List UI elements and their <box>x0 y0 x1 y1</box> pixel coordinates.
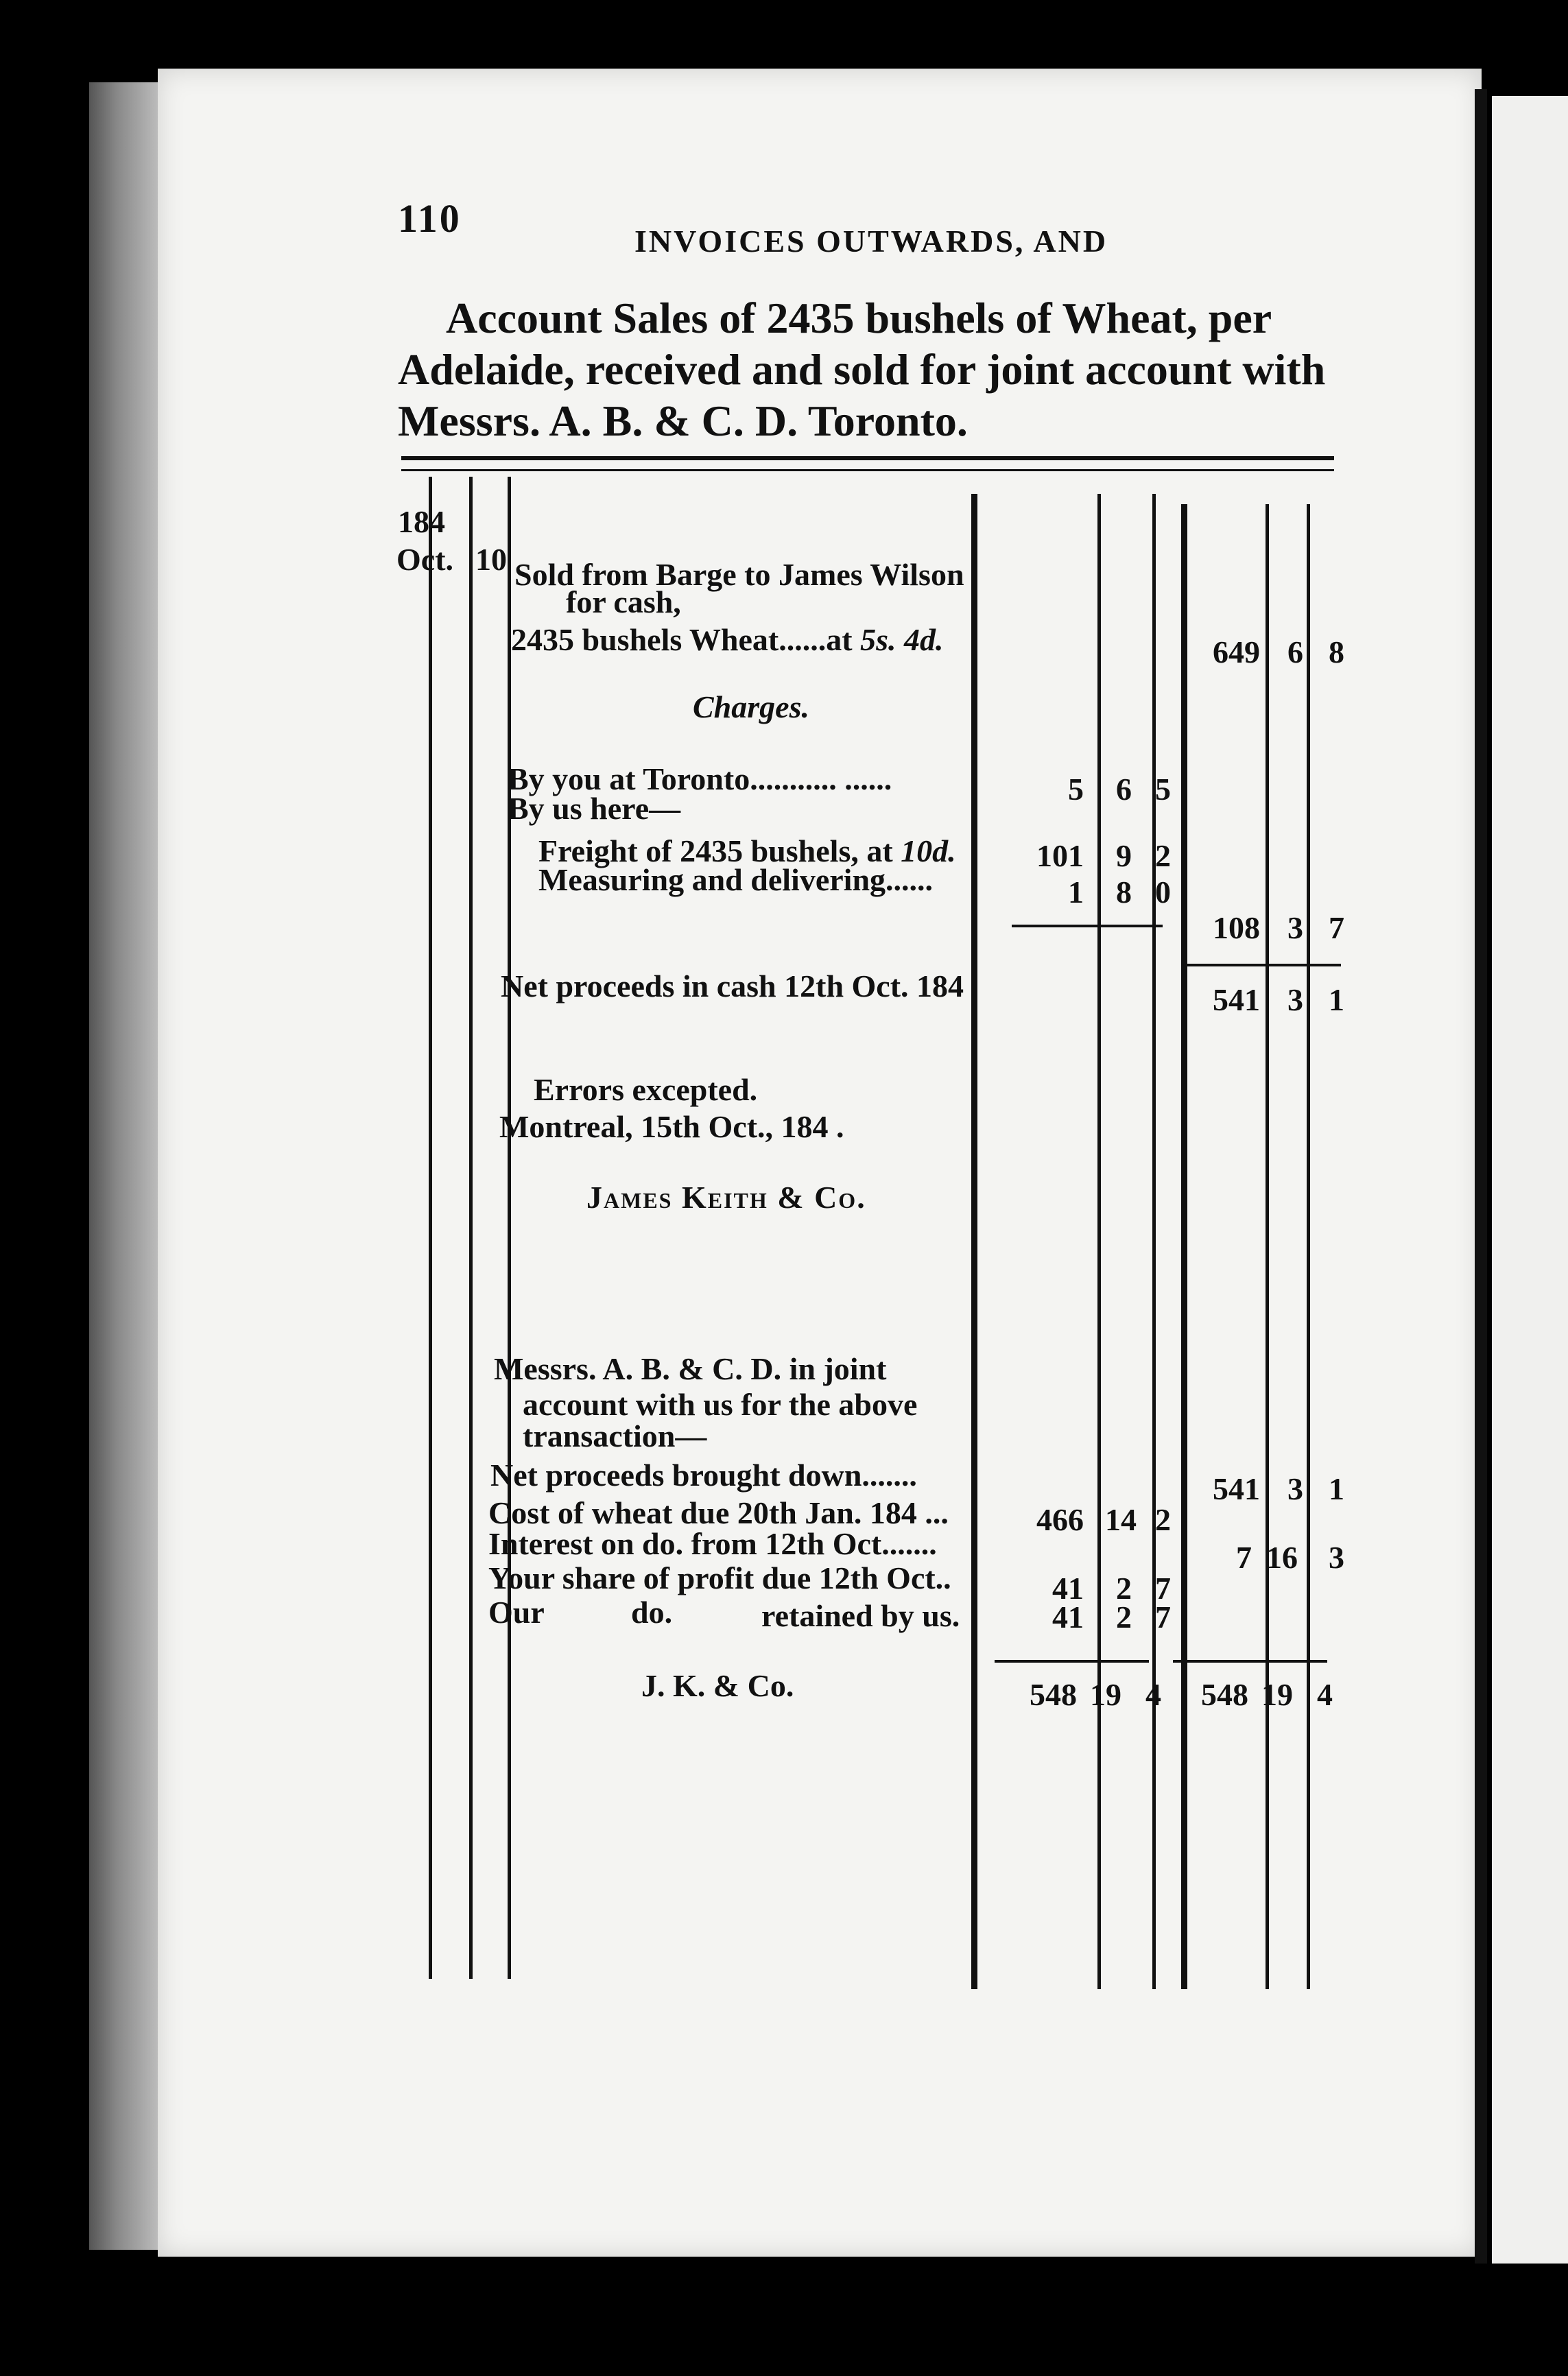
charges-shillings: 3 <box>1287 910 1303 945</box>
interest-shillings: 16 <box>1266 1540 1298 1575</box>
facing-page <box>1492 96 1568 2264</box>
net-rule <box>1187 964 1341 966</box>
toronto-shillings: 6 <box>1116 772 1132 807</box>
col-rule-inner-shillings <box>1097 494 1101 1989</box>
our-pounds: 41 <box>1052 1600 1084 1635</box>
interest-pounds: 7 <box>1236 1540 1252 1575</box>
charges-subtotal-rule <box>1012 925 1163 927</box>
total-right-pounds: 548 <box>1201 1677 1248 1712</box>
charges-here-label: By us here— <box>508 791 681 826</box>
net-pounds: 541 <box>1213 982 1260 1017</box>
total-left-pence: 4 <box>1145 1677 1161 1712</box>
col-rule-inner-pounds <box>971 494 977 1989</box>
running-title: INVOICES OUTWARDS, AND <box>634 224 1108 259</box>
page-number: 110 <box>398 196 462 241</box>
account-share-label: Your share of profit due 12th Oct.. <box>488 1560 951 1595</box>
total-left-pounds: 548 <box>1030 1677 1077 1712</box>
account-our-retained: retained by us. <box>761 1598 960 1633</box>
col-rule-outer-pence <box>1307 504 1310 1989</box>
account-net-label: Net proceeds brought down....... <box>490 1458 917 1493</box>
sale-shillings: 6 <box>1287 634 1303 669</box>
date-day: 10 <box>475 542 507 577</box>
sale-pence: 8 <box>1329 634 1344 669</box>
our-pence: 7 <box>1155 1600 1171 1635</box>
place-date: Montreal, 15th Oct., 184 . <box>499 1109 844 1144</box>
account-line-2: account with us for the above <box>523 1387 918 1422</box>
sale-pounds: 649 <box>1213 634 1260 669</box>
sale-line-2: for cash, <box>566 584 681 619</box>
cost-pounds: 466 <box>1036 1502 1084 1537</box>
share-pounds: 41 <box>1052 1571 1084 1606</box>
firm-signature: James Keith & Co. <box>586 1180 866 1215</box>
account-line-3: transaction— <box>523 1418 707 1453</box>
charges-measuring-label: Measuring and delivering...... <box>538 862 934 897</box>
col-rule-outer-pounds <box>1181 504 1187 1989</box>
cost-pence: 2 <box>1155 1502 1171 1537</box>
net-pence: 1 <box>1329 982 1344 1017</box>
total-left-shillings: 19 <box>1090 1677 1121 1712</box>
title-line-2: Adelaide, received and sold for joint account with <box>398 345 1326 394</box>
account-signature: J. K. & Co. <box>641 1668 794 1703</box>
col-rule-date <box>429 477 432 1979</box>
col-rule-outer-shillings <box>1266 504 1269 1989</box>
toronto-pounds: 5 <box>1068 772 1084 807</box>
interest-pence: 3 <box>1329 1540 1344 1575</box>
gutter <box>1475 89 1487 2264</box>
account-net-pence: 1 <box>1329 1471 1344 1506</box>
account-our-label: Our <box>488 1595 545 1630</box>
account-net-shillings: 3 <box>1287 1471 1303 1506</box>
account-cost-label: Cost of wheat due 20th Jan. 184 ... <box>488 1495 949 1530</box>
our-shillings: 2 <box>1116 1600 1132 1635</box>
col-rule-day <box>469 477 473 1979</box>
date-month: Oct. <box>396 542 454 577</box>
share-pence: 7 <box>1155 1571 1171 1606</box>
charges-pounds: 108 <box>1213 910 1260 945</box>
share-shillings: 2 <box>1116 1571 1132 1606</box>
total-right-shillings: 19 <box>1261 1677 1293 1712</box>
freight-pounds: 101 <box>1036 838 1084 873</box>
sale-line-1: Sold from Barge to James Wilson <box>514 557 964 592</box>
toronto-pence: 5 <box>1155 772 1171 807</box>
total-right-pence: 4 <box>1317 1677 1333 1712</box>
net-label: Net proceeds in cash 12th Oct. 184 <box>501 969 964 1003</box>
top-rule-thick <box>401 456 1334 460</box>
charges-heading: Charges. <box>693 689 809 724</box>
charges-pence: 7 <box>1329 910 1344 945</box>
sale-line-3: 2435 bushels Wheat......at 5s. 4d. <box>511 622 944 657</box>
measuring-pounds: 1 <box>1068 875 1084 910</box>
final-rule-left <box>995 1660 1149 1663</box>
final-rule-right <box>1173 1660 1327 1663</box>
account-net-pounds: 541 <box>1213 1471 1260 1506</box>
measuring-pence: 0 <box>1155 875 1171 910</box>
errors-excepted: Errors excepted. <box>534 1072 758 1107</box>
freight-pence: 2 <box>1155 838 1171 873</box>
account-our-do: do. <box>631 1595 673 1630</box>
col-rule-desc <box>508 477 511 1979</box>
date-year: 184 <box>398 504 445 539</box>
col-rule-inner-pence <box>1152 494 1156 1989</box>
cost-shillings: 14 <box>1105 1502 1137 1537</box>
title-line-3: Messrs. A. B. & C. D. Toronto. <box>398 396 968 445</box>
charges-toronto-label: By you at Toronto........... ...... <box>508 761 892 796</box>
book-edge <box>89 82 158 2250</box>
charges-freight-label: Freight of 2435 bushels, at 10d. <box>538 833 956 868</box>
net-shillings: 3 <box>1287 982 1303 1017</box>
freight-shillings: 9 <box>1116 838 1132 873</box>
title-line-1: Account Sales of 2435 bushels of Wheat, per <box>446 294 1272 342</box>
account-line-1: Messrs. A. B. & C. D. in joint <box>494 1351 887 1386</box>
top-rule-thin <box>401 469 1334 471</box>
account-interest-label: Interest on do. from 12th Oct....... <box>488 1526 937 1561</box>
measuring-shillings: 8 <box>1116 875 1132 910</box>
